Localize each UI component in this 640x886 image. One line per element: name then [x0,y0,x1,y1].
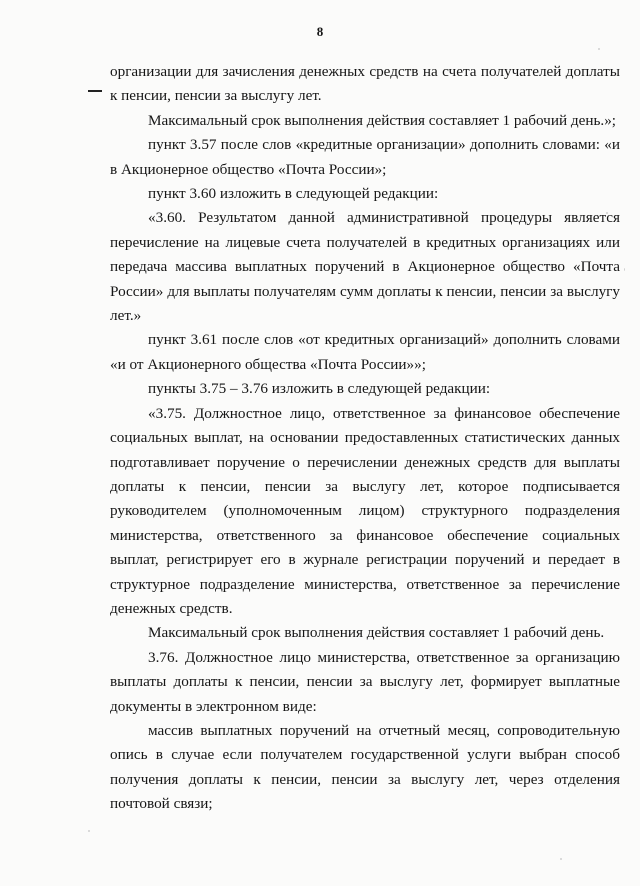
scan-speck [560,858,562,860]
paragraph: «3.60. Результатом данной административной процедуры является перечисление на лицевые счета получателей в кредитных организациях или передача массива выплатных поручений в Акционерное общество «Почта России» для выплаты получателям сумм доплаты к пенсии, пенсии за выслугу лет.» [110,209,620,325]
paragraph: Максимальный срок выполнения действия составляет 1 рабочий день.»; [148,111,617,129]
scan-artifact-mark [88,90,102,92]
paragraph: пункт 3.60 изложить в следующей редакции: [148,185,439,203]
scan-speck [88,830,90,832]
paragraph: пункты 3.75 – 3.76 изложить в следующей редакции: [148,380,491,398]
paragraph: «3.75. Должностное лицо, ответственное за финансовое обеспечение социальных выплат, на основании предоставленных статистических данных подготавливает поручение о перечислении денежных средств для выплаты доплаты к пенсии, пенсии за выслугу лет, которое подписывается руководителем (уполномоченным лицом) структурного подразделения министерства, ответственного за финансовое обеспечение социальных выплат, регистрирует его в журнале регистрации поручений и передает в структурное подразделение министерства, ответственное за перечисление денежных средств. [110,404,620,617]
paragraph: пункт 3.61 после слов «от кредитных организаций» дополнить словами «и от Акционерного общества «Почта России»»; [110,331,620,373]
paragraph: организации для зачисления денежных средств на счета получателей доплаты к пенсии, пенсии за выслугу лет. [110,63,620,105]
scan-speck [598,48,600,50]
document-body [110,60,620,817]
paragraph: Максимальный срок выполнения действия составляет 1 рабочий день. [148,624,605,642]
page-number: 8 [316,24,324,39]
paragraph: массив выплатных поручений на отчетный месяц, сопроводительную опись в случае если получателем государственной услуги выбран способ получения доплаты к пенсии, пенсии за выслугу лет, через отделения почтовой связи; [110,721,620,813]
scan-speck [624,268,625,271]
paragraph: пункт 3.57 после слов «кредитные организации» дополнить словами: «и в Акционерное общество «Почта России»; [110,136,620,178]
paragraph: 3.76. Должностное лицо министерства, ответственное за организацию выплаты доплаты к пенсии, пенсии за выслугу лет, формирует выплатные документы в электронном виде: [110,648,620,715]
